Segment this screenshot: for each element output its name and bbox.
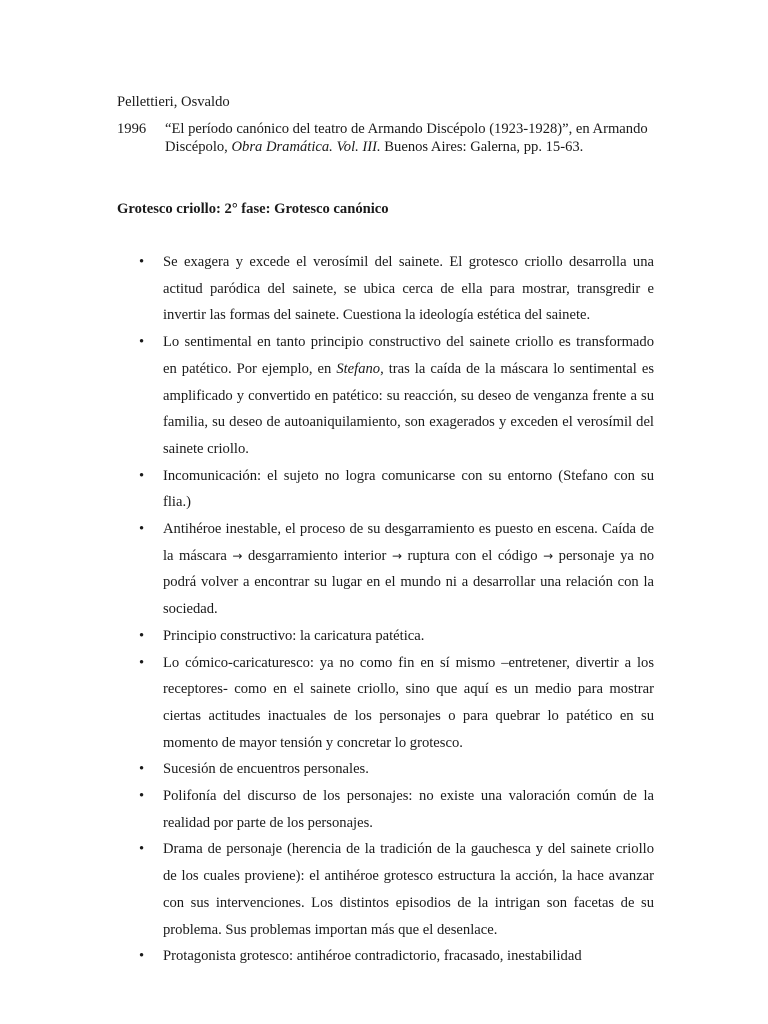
list-item-text: Antihéroe inestable, el proceso de su desgarramiento es puesto en escena. Caída de la máscara [163,521,654,564]
list-item [117,623,654,650]
reference-prefix: “El período canónico del teatro de Armando Discépolo (1923-1928)”, en Armando Discépolo, [165,121,648,155]
list-item-italic: Stefano [336,360,381,377]
list-item-text: Principio constructivo: la caricatura patética. [163,627,425,644]
list-item-text: Se exagera y excede el verosímil del sainete. El grotesco criollo desarrolla una actitud paródica del sainete, se ubica cerca de ella para mostrar, transgredir e invertir las formas del sainete. Cuestiona la ideología estética del sainete. [163,254,654,324]
list-item-text: Drama de personaje (herencia de la tradición de la gauchesca y del sainete criollo de los cuales proviene): el antihéroe grotesco estructura la acción, la hace avanzar con sus intervenciones. Los distintos episodios de la intrigan son facetas de su problema. Sus problemas importan más que el desenlace. [163,841,654,938]
list-item-text: Lo sentimental en tanto principio constructivo del sainete criollo es transformado en patético. Por ejemplo, en [163,334,654,377]
arrow-right-icon: → [232,548,243,563]
list-item-text: Polifonía del discurso de los personajes: no existe una valoración común de la realidad por parte de los personajes. [163,788,654,831]
reference-entry [165,120,657,156]
list-item [117,783,654,836]
list-item-text: desgarramiento interior [242,547,392,564]
list-item [117,516,654,623]
list-item [117,836,654,943]
list-item-text: Lo cómico-caricaturesco: ya no como fin en sí mismo –entretener, divertir a los receptores- como en el sainete criollo, sino que aquí es un medio para mostrar ciertas actitudes inactuales de los personajes o para quebrar lo patético en su momento de mayor tensión y concretar lo grotesco. [163,654,654,751]
section-heading: Grotesco criollo: 2° fase: Grotesco canónico [117,201,389,217]
bullet-icon: • [139,521,145,538]
reference-title: Obra Dramática. Vol. III. [231,139,381,155]
bullet-icon: • [139,254,145,270]
list-item-text: Protagonista grotesco: antihéroe contradictorio, fracasado, inestabilidad [163,948,582,965]
bullet-icon: • [139,654,145,671]
list-item-text: , tras la caída de la máscara lo sentimental es amplificado y convertido en patético: su reacción, su deseo de venganza frente a su familia, su deseo de autoaniquilamiento, son exagerados y exceden el verosímil del sainete criollo. [163,360,654,457]
list-item [117,463,654,516]
reference-year: 1996 [117,121,147,137]
list-item-text: Sucesión de encuentros personales. [163,761,369,778]
list-item [117,329,654,463]
arrow-right-icon: → [391,548,402,563]
bullet-icon: • [139,788,145,805]
list-item [117,943,654,970]
author-name: Pellettieri, Osvaldo [117,94,230,110]
bullet-icon: • [139,627,145,644]
bullet-icon: • [139,334,145,351]
reference-suffix: Buenos Aires: Galerna, pp. 15-63. [380,139,584,155]
list-item-text: ruptura con el código [402,547,544,564]
list-item [117,756,654,783]
bullet-list [117,249,654,970]
bullet-icon: • [139,948,145,965]
bullet-icon: • [139,467,145,484]
list-item [117,249,654,329]
list-item-text: Incomunicación: el sujeto no logra comunicarse con su entorno (Stefano con su flia.) [163,467,654,511]
list-item-text: personaje ya no podrá volver a encontrar su lugar en el mundo ni a desarrollar una relación con la sociedad. [163,547,654,618]
list-item [117,650,654,757]
bullet-icon: • [139,761,145,778]
arrow-right-icon: → [543,548,554,563]
bibliographic-reference [117,120,657,156]
bullet-icon: • [139,841,145,858]
